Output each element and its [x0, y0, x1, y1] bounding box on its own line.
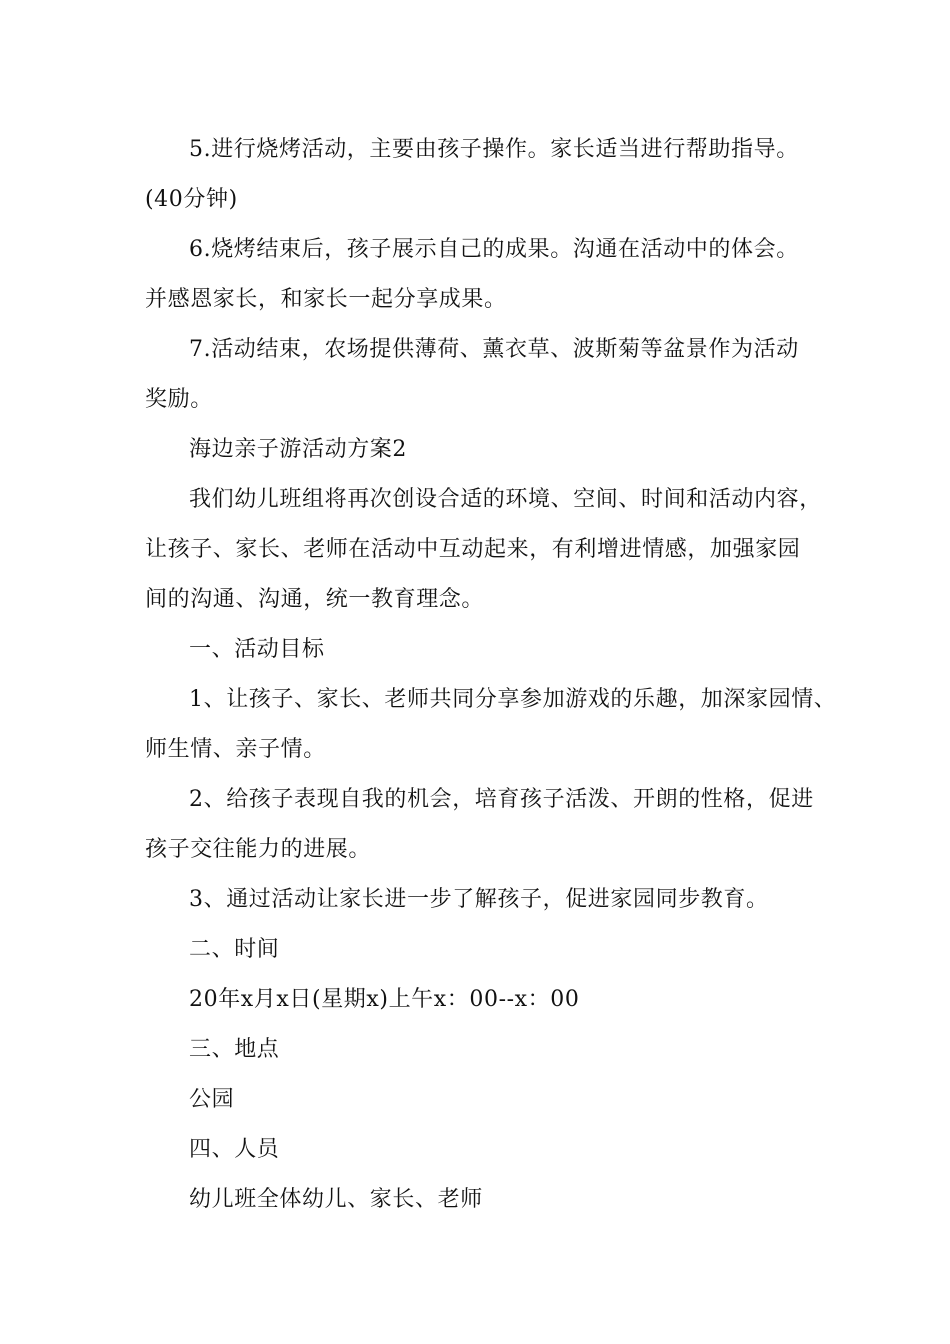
- intro-paragraph-line-3: 间的沟通、沟通，统一教育理念。: [145, 587, 485, 612]
- location-value: 公园: [189, 1087, 235, 1112]
- step-5-text: 5.进行烧烤活动，主要由孩子操作。家长适当进行帮助指导。: [189, 137, 799, 162]
- step-7-continuation: 奖励。: [145, 387, 213, 412]
- step-6-text: 6.烧烤结束后，孩子展示自己的成果。沟通在活动中的体会。: [189, 237, 799, 262]
- step-7-text: 7.活动结束，农场提供薄荷、薰衣草、波斯菊等盆景作为活动: [189, 337, 799, 362]
- goal-1-text: 1、让孩子、家长、老师共同分享参加游戏的乐趣，加深家园情、: [189, 687, 837, 712]
- goal-2-text: 2、给孩子表现自我的机会，培育孩子活泼、开朗的性格，促进: [189, 787, 814, 812]
- intro-paragraph-line-2: 让孩子、家长、老师在活动中互动起来，有利增进情感，加强家园: [145, 537, 801, 562]
- step-5-duration: (40分钟): [145, 187, 238, 212]
- heading-participants: 四、人员: [189, 1137, 280, 1162]
- goal-3-text: 3、通过活动让家长进一步了解孩子，促进家园同步教育。: [189, 887, 769, 912]
- time-value: 20年x月x日(星期x)上午x：00--x：00: [189, 987, 580, 1012]
- goal-2-continuation: 孩子交往能力的进展。: [145, 837, 372, 862]
- heading-goals: 一、活动目标: [189, 637, 325, 662]
- goal-1-continuation: 师生情、亲子情。: [145, 737, 326, 762]
- heading-location: 三、地点: [189, 1037, 280, 1062]
- intro-paragraph-line-1: 我们幼儿班组将再次创设合适的环境、空间、时间和活动内容，: [189, 487, 822, 512]
- section-title: 海边亲子游活动方案2: [189, 437, 407, 462]
- participants-value: 幼儿班全体幼儿、家长、老师: [189, 1187, 483, 1212]
- heading-time: 二、时间: [189, 937, 280, 962]
- step-6-continuation: 并感恩家长，和家长一起分享成果。: [145, 287, 507, 312]
